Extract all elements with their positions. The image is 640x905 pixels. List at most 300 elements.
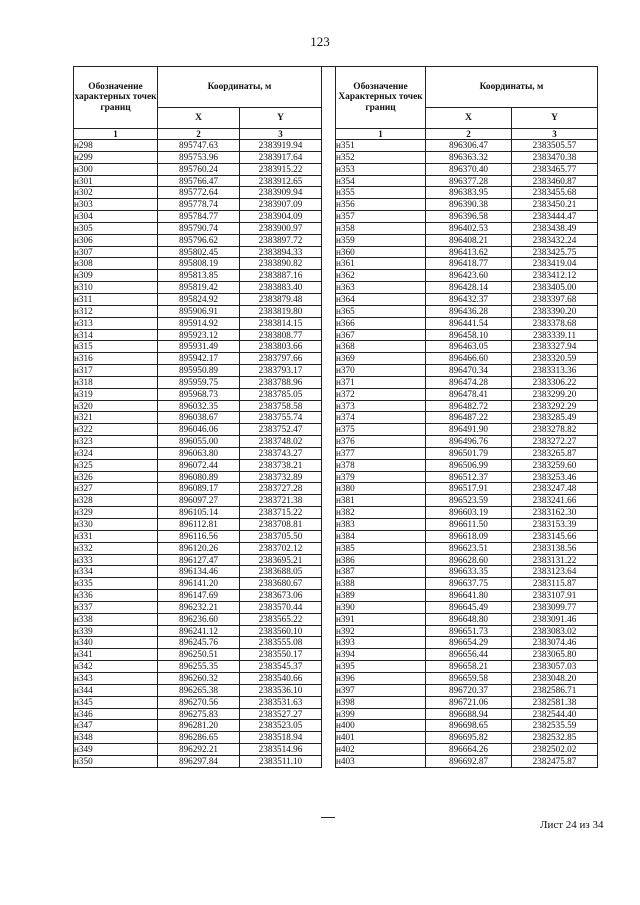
y-coordinate-cell: 2383057.03 bbox=[512, 661, 598, 673]
table-row bbox=[336, 590, 598, 602]
x-coordinate-cell: 896396.58 bbox=[426, 211, 512, 223]
column-number-1-right: 1 bbox=[336, 129, 426, 140]
x-coordinate-cell: 896466.60 bbox=[426, 353, 512, 365]
table-row bbox=[336, 436, 598, 448]
x-coordinate-cell: 896255.35 bbox=[158, 661, 240, 673]
point-id-cell: н399 bbox=[336, 708, 426, 720]
x-coordinate-cell: 896651.73 bbox=[426, 625, 512, 637]
x-coordinate-cell: 896721.06 bbox=[426, 696, 512, 708]
y-coordinate-cell: 2383074.46 bbox=[512, 637, 598, 649]
y-coordinate-cell: 2383909.94 bbox=[240, 187, 322, 199]
column-number-2-right: 2 bbox=[426, 129, 512, 140]
y-coordinate-cell: 2383879.48 bbox=[240, 293, 322, 305]
point-id-cell: н309 bbox=[74, 270, 158, 282]
x-coordinate-cell: 896286.65 bbox=[158, 732, 240, 744]
x-coordinate-cell: 896080.89 bbox=[158, 471, 240, 483]
point-id-cell: н324 bbox=[74, 447, 158, 459]
table-row bbox=[74, 376, 322, 388]
y-coordinate-cell: 2383814.15 bbox=[240, 317, 322, 329]
point-id-cell: н360 bbox=[336, 246, 426, 258]
x-coordinate-cell: 896428.14 bbox=[426, 282, 512, 294]
table-gap bbox=[321, 66, 335, 818]
point-id-cell: н330 bbox=[74, 519, 158, 531]
point-id-cell: н386 bbox=[336, 554, 426, 566]
table-row bbox=[336, 400, 598, 412]
point-id-cell: н362 bbox=[336, 270, 426, 282]
table-row bbox=[336, 270, 598, 282]
y-coordinate-cell: 2383531.63 bbox=[240, 696, 322, 708]
y-coordinate-cell: 2383907.09 bbox=[240, 199, 322, 211]
table-row bbox=[74, 270, 322, 282]
y-coordinate-cell: 2383732.89 bbox=[240, 471, 322, 483]
x-coordinate-cell: 896664.26 bbox=[426, 744, 512, 756]
point-id-cell: н401 bbox=[336, 732, 426, 744]
table-row bbox=[336, 222, 598, 234]
table-row bbox=[74, 483, 322, 495]
point-id-cell: н387 bbox=[336, 566, 426, 578]
y-coordinate-cell: 2383065.80 bbox=[512, 649, 598, 661]
x-coordinate-cell: 896032.35 bbox=[158, 400, 240, 412]
table-row bbox=[336, 187, 598, 199]
y-coordinate-cell: 2383900.97 bbox=[240, 222, 322, 234]
x-coordinate-cell: 896623.51 bbox=[426, 542, 512, 554]
header-coordinates: Координаты, м bbox=[158, 67, 322, 108]
point-id-cell: н346 bbox=[74, 708, 158, 720]
x-coordinate-cell: 896470.34 bbox=[426, 365, 512, 377]
x-coordinate-cell: 896618.09 bbox=[426, 530, 512, 542]
point-id-cell: н301 bbox=[74, 175, 158, 187]
x-coordinate-cell: 896306.47 bbox=[426, 140, 512, 152]
y-coordinate-cell: 2383727.28 bbox=[240, 483, 322, 495]
x-coordinate-cell: 895753.96 bbox=[158, 151, 240, 163]
y-coordinate-cell: 2382586.71 bbox=[512, 684, 598, 696]
point-id-cell: н341 bbox=[74, 649, 158, 661]
point-id-cell: н359 bbox=[336, 234, 426, 246]
x-coordinate-cell: 896297.84 bbox=[158, 755, 240, 767]
x-coordinate-cell: 896423.60 bbox=[426, 270, 512, 282]
table-row bbox=[336, 175, 598, 187]
y-coordinate-cell: 2383450.21 bbox=[512, 199, 598, 211]
y-coordinate-cell: 2383390.20 bbox=[512, 305, 598, 317]
point-id-cell: н371 bbox=[336, 376, 426, 388]
table-row bbox=[336, 412, 598, 424]
x-coordinate-cell: 896487.22 bbox=[426, 412, 512, 424]
y-coordinate-cell: 2383819.80 bbox=[240, 305, 322, 317]
coordinates-tables bbox=[73, 66, 613, 816]
x-coordinate-cell: 896097.27 bbox=[158, 495, 240, 507]
point-id-cell: н337 bbox=[74, 601, 158, 613]
point-id-cell: н368 bbox=[336, 341, 426, 353]
y-coordinate-cell: 2383785.05 bbox=[240, 388, 322, 400]
table-row bbox=[74, 365, 322, 377]
x-coordinate-cell: 896413.62 bbox=[426, 246, 512, 258]
header-coordinates-right: Координаты, м bbox=[426, 67, 598, 108]
y-coordinate-cell: 2383162.30 bbox=[512, 507, 598, 519]
table-row bbox=[336, 542, 598, 554]
point-id-cell: н343 bbox=[74, 672, 158, 684]
point-id-cell: н331 bbox=[74, 530, 158, 542]
x-coordinate-cell: 896265.38 bbox=[158, 684, 240, 696]
point-id-cell: н389 bbox=[336, 590, 426, 602]
table-row bbox=[74, 293, 322, 305]
y-coordinate-cell: 2383797.66 bbox=[240, 353, 322, 365]
point-id-cell: н347 bbox=[74, 720, 158, 732]
point-id-cell: н361 bbox=[336, 258, 426, 270]
y-coordinate-cell: 2382475.87 bbox=[512, 755, 598, 767]
x-coordinate-cell: 896523.59 bbox=[426, 495, 512, 507]
table-row bbox=[74, 447, 322, 459]
point-id-cell: н323 bbox=[74, 436, 158, 448]
point-id-cell: н338 bbox=[74, 613, 158, 625]
y-coordinate-cell: 2383511.10 bbox=[240, 755, 322, 767]
header-y: Y bbox=[240, 108, 322, 129]
point-id-cell: н355 bbox=[336, 187, 426, 199]
x-coordinate-cell: 896402.53 bbox=[426, 222, 512, 234]
x-coordinate-cell: 896648.80 bbox=[426, 613, 512, 625]
x-coordinate-cell: 896112.81 bbox=[158, 519, 240, 531]
point-id-cell: н370 bbox=[336, 365, 426, 377]
table-row bbox=[336, 744, 598, 756]
y-coordinate-cell: 2383748.02 bbox=[240, 436, 322, 448]
table-row bbox=[74, 341, 322, 353]
table-row bbox=[74, 151, 322, 163]
y-coordinate-cell: 2383803.66 bbox=[240, 341, 322, 353]
x-coordinate-cell: 895790.74 bbox=[158, 222, 240, 234]
table-row bbox=[336, 661, 598, 673]
y-coordinate-cell: 2383465.77 bbox=[512, 163, 598, 175]
point-id-cell: н348 bbox=[74, 732, 158, 744]
x-coordinate-cell: 895747.63 bbox=[158, 140, 240, 152]
point-id-cell: н402 bbox=[336, 744, 426, 756]
table-row bbox=[74, 625, 322, 637]
x-coordinate-cell: 896236.60 bbox=[158, 613, 240, 625]
y-coordinate-cell: 2383339.11 bbox=[512, 329, 598, 341]
y-coordinate-cell: 2383378.68 bbox=[512, 317, 598, 329]
table-row bbox=[74, 732, 322, 744]
x-coordinate-cell: 895772.64 bbox=[158, 187, 240, 199]
y-coordinate-cell: 2383705.50 bbox=[240, 530, 322, 542]
coordinates-table-right bbox=[335, 66, 598, 768]
table-row bbox=[74, 222, 322, 234]
y-coordinate-cell: 2382581.38 bbox=[512, 696, 598, 708]
table-row bbox=[336, 755, 598, 767]
point-id-cell: н335 bbox=[74, 578, 158, 590]
y-coordinate-cell: 2383115.87 bbox=[512, 578, 598, 590]
y-coordinate-cell: 2383688.05 bbox=[240, 566, 322, 578]
y-coordinate-cell: 2383738.21 bbox=[240, 459, 322, 471]
point-id-cell: н307 bbox=[74, 246, 158, 258]
table-row bbox=[74, 471, 322, 483]
y-coordinate-cell: 2383897.72 bbox=[240, 234, 322, 246]
table-row bbox=[74, 175, 322, 187]
point-id-cell: н321 bbox=[74, 412, 158, 424]
point-id-cell: н364 bbox=[336, 293, 426, 305]
point-id-cell: н392 bbox=[336, 625, 426, 637]
x-coordinate-cell: 895819.42 bbox=[158, 282, 240, 294]
y-coordinate-cell: 2383145.66 bbox=[512, 530, 598, 542]
table-row bbox=[74, 412, 322, 424]
point-id-cell: н322 bbox=[74, 424, 158, 436]
point-id-cell: н373 bbox=[336, 400, 426, 412]
y-coordinate-cell: 2383788.96 bbox=[240, 376, 322, 388]
y-coordinate-cell: 2383247.48 bbox=[512, 483, 598, 495]
header-point-name: Обозначение характерных точек границ bbox=[74, 67, 158, 129]
table-row bbox=[336, 483, 598, 495]
x-coordinate-cell: 896105.14 bbox=[158, 507, 240, 519]
table-row bbox=[74, 199, 322, 211]
table-row bbox=[74, 424, 322, 436]
table-row bbox=[74, 187, 322, 199]
point-id-cell: н305 bbox=[74, 222, 158, 234]
table-row bbox=[336, 601, 598, 613]
table-row bbox=[74, 601, 322, 613]
x-coordinate-cell: 896496.76 bbox=[426, 436, 512, 448]
table-row bbox=[74, 163, 322, 175]
table-row bbox=[336, 495, 598, 507]
y-coordinate-cell: 2383419.04 bbox=[512, 258, 598, 270]
x-coordinate-cell: 896611.50 bbox=[426, 519, 512, 531]
y-coordinate-cell: 2383721.38 bbox=[240, 495, 322, 507]
point-id-cell: н299 bbox=[74, 151, 158, 163]
x-coordinate-cell: 896134.46 bbox=[158, 566, 240, 578]
table-row bbox=[336, 649, 598, 661]
x-coordinate-cell: 896695.82 bbox=[426, 732, 512, 744]
x-coordinate-cell: 896633.35 bbox=[426, 566, 512, 578]
table-row bbox=[336, 696, 598, 708]
table-row bbox=[74, 388, 322, 400]
table-row bbox=[74, 744, 322, 756]
point-id-cell: н349 bbox=[74, 744, 158, 756]
y-coordinate-cell: 2383915.22 bbox=[240, 163, 322, 175]
table-row bbox=[74, 684, 322, 696]
x-coordinate-cell: 896141.20 bbox=[158, 578, 240, 590]
y-coordinate-cell: 2383793.17 bbox=[240, 365, 322, 377]
point-id-cell: н380 bbox=[336, 483, 426, 495]
point-id-cell: н319 bbox=[74, 388, 158, 400]
table-row bbox=[74, 720, 322, 732]
table-row bbox=[74, 140, 322, 152]
y-coordinate-cell: 2383455.68 bbox=[512, 187, 598, 199]
table-row bbox=[74, 258, 322, 270]
table-row bbox=[336, 282, 598, 294]
x-coordinate-cell: 896250.51 bbox=[158, 649, 240, 661]
x-coordinate-cell: 895813.85 bbox=[158, 270, 240, 282]
y-coordinate-cell: 2383755.74 bbox=[240, 412, 322, 424]
table-row bbox=[336, 140, 598, 152]
table-row bbox=[74, 708, 322, 720]
point-id-cell: н397 bbox=[336, 684, 426, 696]
table-row bbox=[74, 459, 322, 471]
point-id-cell: н329 bbox=[74, 507, 158, 519]
point-id-cell: н379 bbox=[336, 471, 426, 483]
y-coordinate-cell: 2383540.66 bbox=[240, 672, 322, 684]
y-coordinate-cell: 2383405.00 bbox=[512, 282, 598, 294]
y-coordinate-cell: 2383758.58 bbox=[240, 400, 322, 412]
x-coordinate-cell: 895942.17 bbox=[158, 353, 240, 365]
point-id-cell: н310 bbox=[74, 282, 158, 294]
table-row bbox=[336, 234, 598, 246]
table-row bbox=[336, 151, 598, 163]
y-coordinate-cell: 2383565.22 bbox=[240, 613, 322, 625]
x-coordinate-cell: 896232.21 bbox=[158, 601, 240, 613]
point-id-cell: н306 bbox=[74, 234, 158, 246]
table-row bbox=[74, 613, 322, 625]
y-coordinate-cell: 2383091.46 bbox=[512, 613, 598, 625]
table-row bbox=[336, 471, 598, 483]
table-row bbox=[74, 519, 322, 531]
x-coordinate-cell: 896692.87 bbox=[426, 755, 512, 767]
column-number-1: 1 bbox=[74, 129, 158, 140]
y-coordinate-cell: 2383912.65 bbox=[240, 175, 322, 187]
point-id-cell: н394 bbox=[336, 649, 426, 661]
y-coordinate-cell: 2383444.47 bbox=[512, 211, 598, 223]
x-coordinate-cell: 896377.28 bbox=[426, 175, 512, 187]
x-coordinate-cell: 895914.92 bbox=[158, 317, 240, 329]
table-row bbox=[336, 211, 598, 223]
point-id-cell: н372 bbox=[336, 388, 426, 400]
y-coordinate-cell: 2383123.64 bbox=[512, 566, 598, 578]
x-coordinate-cell: 896292.21 bbox=[158, 744, 240, 756]
x-coordinate-cell: 895906.91 bbox=[158, 305, 240, 317]
y-coordinate-cell: 2383904.09 bbox=[240, 211, 322, 223]
table-row bbox=[336, 246, 598, 258]
point-id-cell: н304 bbox=[74, 211, 158, 223]
table-row bbox=[336, 554, 598, 566]
y-coordinate-cell: 2383919.94 bbox=[240, 140, 322, 152]
y-coordinate-cell: 2382544.40 bbox=[512, 708, 598, 720]
y-coordinate-cell: 2383327.94 bbox=[512, 341, 598, 353]
table-row bbox=[336, 459, 598, 471]
point-id-cell: н390 bbox=[336, 601, 426, 613]
table-row bbox=[336, 258, 598, 270]
x-coordinate-cell: 896383.95 bbox=[426, 187, 512, 199]
x-coordinate-cell: 895923.12 bbox=[158, 329, 240, 341]
x-coordinate-cell: 896046.06 bbox=[158, 424, 240, 436]
x-coordinate-cell: 896275.83 bbox=[158, 708, 240, 720]
y-coordinate-cell: 2383894.33 bbox=[240, 246, 322, 258]
x-coordinate-cell: 895796.62 bbox=[158, 234, 240, 246]
y-coordinate-cell: 2383259.60 bbox=[512, 459, 598, 471]
point-id-cell: н333 bbox=[74, 554, 158, 566]
y-coordinate-cell: 2383890.82 bbox=[240, 258, 322, 270]
y-coordinate-cell: 2383460.87 bbox=[512, 175, 598, 187]
x-coordinate-cell: 896501.79 bbox=[426, 447, 512, 459]
point-id-cell: н385 bbox=[336, 542, 426, 554]
y-coordinate-cell: 2383514.96 bbox=[240, 744, 322, 756]
table-row bbox=[74, 672, 322, 684]
table-row bbox=[336, 566, 598, 578]
point-id-cell: н328 bbox=[74, 495, 158, 507]
y-coordinate-cell: 2383432.24 bbox=[512, 234, 598, 246]
y-coordinate-cell: 2383715.22 bbox=[240, 507, 322, 519]
point-id-cell: н318 bbox=[74, 376, 158, 388]
table-row bbox=[74, 578, 322, 590]
x-coordinate-cell: 896637.75 bbox=[426, 578, 512, 590]
column-number-3: 3 bbox=[240, 129, 322, 140]
table-row bbox=[336, 317, 598, 329]
table-row bbox=[74, 211, 322, 223]
y-coordinate-cell: 2383743.27 bbox=[240, 447, 322, 459]
point-id-cell: н345 bbox=[74, 696, 158, 708]
y-coordinate-cell: 2383887.16 bbox=[240, 270, 322, 282]
x-coordinate-cell: 896116.56 bbox=[158, 530, 240, 542]
table-row bbox=[74, 400, 322, 412]
table-row bbox=[74, 755, 322, 767]
table-row bbox=[336, 613, 598, 625]
coordinates-table-left bbox=[73, 66, 322, 768]
x-coordinate-cell: 895784.77 bbox=[158, 211, 240, 223]
table-row bbox=[336, 353, 598, 365]
point-id-cell: н351 bbox=[336, 140, 426, 152]
x-coordinate-cell: 896512.37 bbox=[426, 471, 512, 483]
x-coordinate-cell: 896055.00 bbox=[158, 436, 240, 448]
table-row bbox=[336, 708, 598, 720]
point-id-cell: н326 bbox=[74, 471, 158, 483]
point-id-cell: н395 bbox=[336, 661, 426, 673]
table-row bbox=[74, 649, 322, 661]
y-coordinate-cell: 2383518.94 bbox=[240, 732, 322, 744]
header-x-right: X bbox=[426, 108, 512, 129]
header-y-right: Y bbox=[512, 108, 598, 129]
y-coordinate-cell: 2383808.77 bbox=[240, 329, 322, 341]
y-coordinate-cell: 2383285.49 bbox=[512, 412, 598, 424]
table-row bbox=[336, 684, 598, 696]
y-coordinate-cell: 2383083.02 bbox=[512, 625, 598, 637]
y-coordinate-cell: 2383505.57 bbox=[512, 140, 598, 152]
table-row bbox=[74, 317, 322, 329]
point-id-cell: н382 bbox=[336, 507, 426, 519]
x-coordinate-cell: 896418.77 bbox=[426, 258, 512, 270]
y-coordinate-cell: 2383702.12 bbox=[240, 542, 322, 554]
table-row bbox=[336, 720, 598, 732]
point-id-cell: н298 bbox=[74, 140, 158, 152]
y-coordinate-cell: 2383313.36 bbox=[512, 365, 598, 377]
table-row bbox=[74, 353, 322, 365]
x-coordinate-cell: 895950.89 bbox=[158, 365, 240, 377]
point-id-cell: н383 bbox=[336, 519, 426, 531]
point-id-cell: н317 bbox=[74, 365, 158, 377]
y-coordinate-cell: 2383138.56 bbox=[512, 542, 598, 554]
x-coordinate-cell: 896517.91 bbox=[426, 483, 512, 495]
point-id-cell: н311 bbox=[74, 293, 158, 305]
point-id-cell: н313 bbox=[74, 317, 158, 329]
point-id-cell: н314 bbox=[74, 329, 158, 341]
point-id-cell: н350 bbox=[74, 755, 158, 767]
point-id-cell: н391 bbox=[336, 613, 426, 625]
x-coordinate-cell: 896478.41 bbox=[426, 388, 512, 400]
y-coordinate-cell: 2383523.05 bbox=[240, 720, 322, 732]
y-coordinate-cell: 2383272.27 bbox=[512, 436, 598, 448]
x-coordinate-cell: 896688.94 bbox=[426, 708, 512, 720]
x-coordinate-cell: 896281.20 bbox=[158, 720, 240, 732]
point-id-cell: н403 bbox=[336, 755, 426, 767]
point-id-cell: н342 bbox=[74, 661, 158, 673]
table-row bbox=[74, 637, 322, 649]
x-coordinate-cell: 896654.29 bbox=[426, 637, 512, 649]
point-id-cell: н354 bbox=[336, 175, 426, 187]
x-coordinate-cell: 896241.12 bbox=[158, 625, 240, 637]
table-row bbox=[74, 590, 322, 602]
point-id-cell: н344 bbox=[74, 684, 158, 696]
column-number-3-right: 3 bbox=[512, 129, 598, 140]
y-coordinate-cell: 2383536.10 bbox=[240, 684, 322, 696]
y-coordinate-cell: 2383265.87 bbox=[512, 447, 598, 459]
point-id-cell: н396 bbox=[336, 672, 426, 684]
y-coordinate-cell: 2383278.82 bbox=[512, 424, 598, 436]
x-coordinate-cell: 896089.17 bbox=[158, 483, 240, 495]
table-row bbox=[336, 637, 598, 649]
point-id-cell: н312 bbox=[74, 305, 158, 317]
